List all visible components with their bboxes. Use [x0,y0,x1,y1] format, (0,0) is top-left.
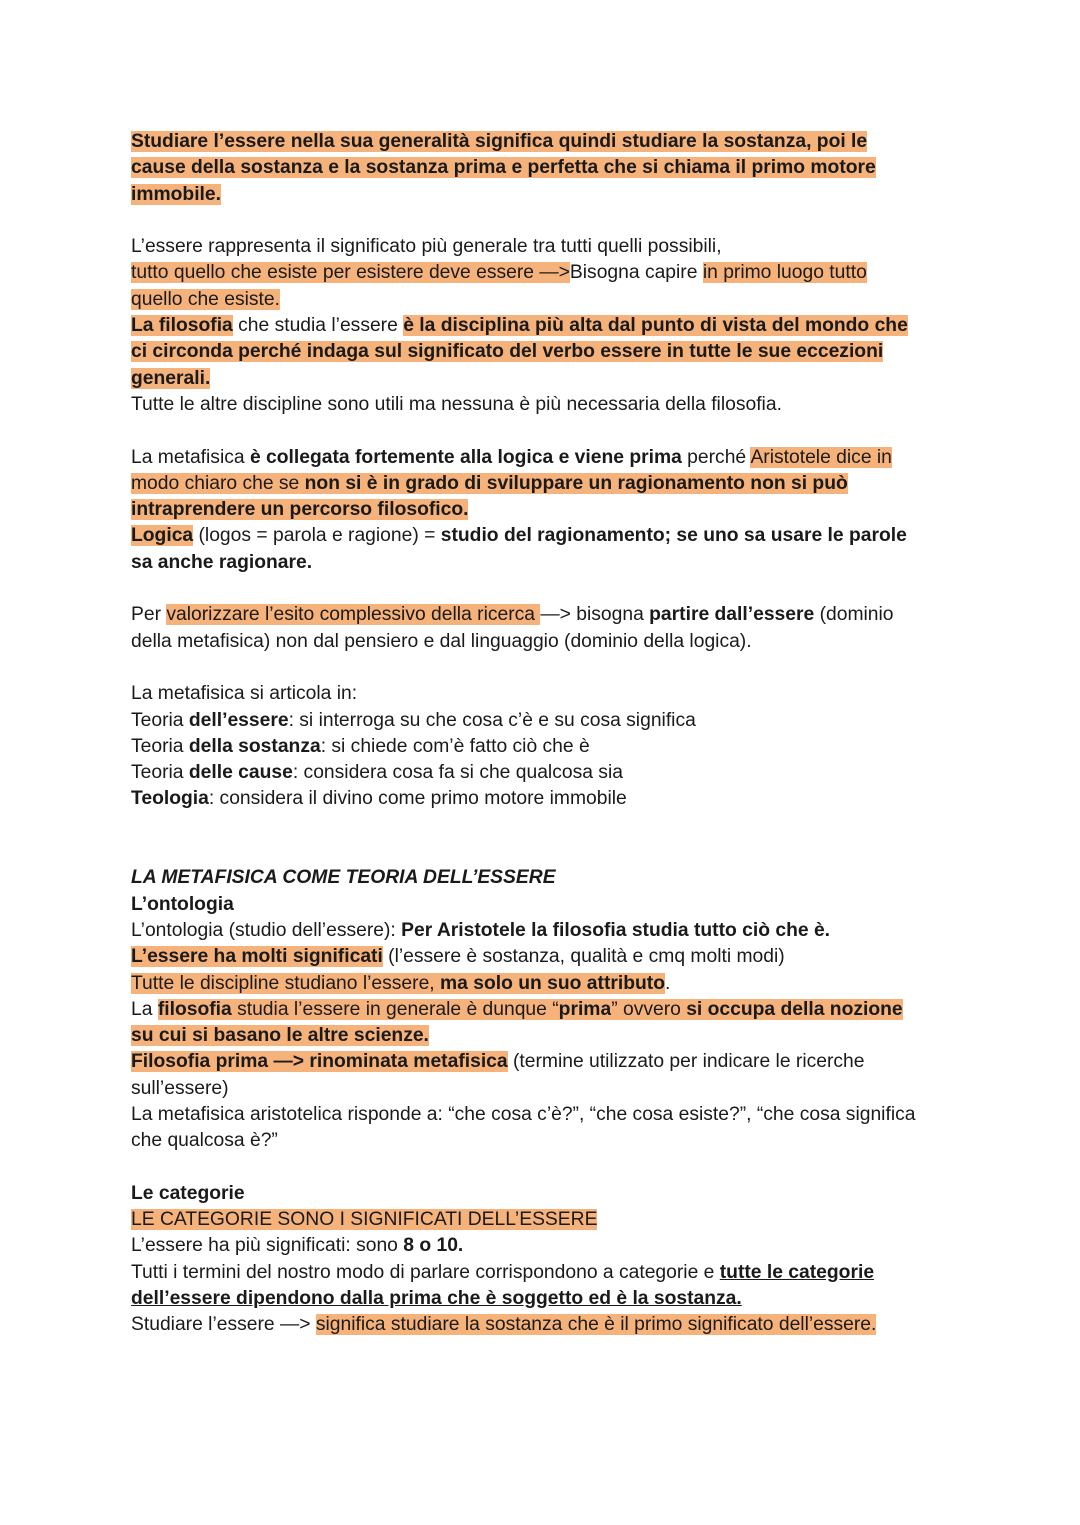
highlighted-text: tutto quello che esiste per esistere deve essere —> [131,262,570,284]
highlighted-bold-text: Studiare l’essere nella sua generalità significa quindi studiare la sostanza, poi le [131,131,868,152]
bold-text: partire dall’essere [649,604,815,626]
highlighted-bold-text: ci circonda perché indaga sul significato del verbo essere in tutte le sue eccezioni [131,341,884,363]
bold-text: dell’essere [188,709,289,731]
text-span: Studiare l’essere —> [131,1314,316,1336]
bold-text: sa anche ragionare. [131,551,313,573]
text-line: L’essere rappresenta il significato più generale tra tutti quelli possibili, [131,236,722,258]
text-span: —> bisogna [540,604,650,626]
essere-paragraph [131,234,951,418]
highlighted-text: quello che esiste. [131,288,280,310]
highlighted-text: valorizzare l’esito complessivo della ricerca [166,604,541,626]
highlighted-text: in primo luogo tutto [702,262,867,284]
highlighted-bold-text: immobile. [131,183,221,205]
highlighted-bold-text: L’essere ha molti significati [131,946,383,968]
bold-text: della sostanza [188,735,321,757]
highlighted-bold-text: è la disciplina più alta dal punto di vista del mondo che [403,315,908,337]
text-span: : considera il divino come primo motore immobile [208,788,627,810]
text-span: : considera cosa fa si che qualcosa sia [292,762,623,784]
text-line: La metafisica aristotelica risponde a: “che cosa c’è?”, “che cosa esiste?”, “che cosa significa [131,1103,916,1125]
text-span: che studia l’essere [232,315,404,337]
text-span: . [664,972,671,994]
text-span: Teoria [131,762,189,784]
document-body [131,129,951,1339]
categorie-section [131,1181,951,1339]
highlighted-text: modo chiaro che se [131,472,305,494]
ricerca-paragraph [131,602,951,655]
highlighted-text: significa studiare la sostanza che è il primo significato dell’essere. [315,1314,877,1336]
highlighted-bold-text: si occupa della nozione [686,998,903,1020]
highlighted-bold-text: Logica [131,525,194,547]
text-span: La [131,998,158,1020]
text-span: Tutti i termini del nostro modo di parlare corrispondono a categorie e [131,1261,720,1283]
articolazione-list [131,681,951,812]
text-span: La metafisica [131,446,250,468]
highlighted-text: LE CATEGORIE SONO I SIGNIFICATI DELL’ESSERE [131,1209,598,1231]
text-span: Teoria [131,709,189,731]
list-intro: La metafisica si articola in: [131,683,358,705]
highlighted-bold-text: generali. [131,367,211,389]
highlighted-bold-text: ma solo un suo attributo [440,972,665,994]
list-item [131,734,951,760]
text-span: (logos = parola e ragione) = [193,525,441,547]
bold-text: studio del ragionamento; se uno sa usare le parole [440,525,907,547]
text-line: che qualcosa è?” [131,1130,278,1152]
section-heading: LA METAFISICA COME TEORIA DELL’ESSERE [131,867,556,889]
text-span: Bisogna capire [569,262,703,284]
text-span: (l’essere è sostanza, qualità e cmq molti modi) [382,946,785,968]
section-subheading: Le categorie [131,1182,245,1204]
text-span: (dominio [814,604,894,626]
text-span: Per [131,604,167,626]
highlighted-bold-text: intraprendere un percorso filosofico. [131,499,469,521]
highlighted-bold-text: su cui si basano le altre scienze. [131,1025,429,1047]
text-span: (termine utilizzato per indicare le ricerche [507,1051,865,1073]
highlighted-bold-text: filosofia [157,998,232,1020]
highlighted-bold-text: Filosofia prima —> rinominata metafisica [131,1051,508,1073]
bold-text: delle cause [188,762,293,784]
bold-text: Teologia [131,788,209,810]
list-item [131,708,951,734]
text-span: Teoria [131,735,189,757]
bold-text: 8 o 10. [403,1235,464,1257]
highlighted-text: Aristotele dice in [750,446,892,468]
highlighted-bold-text: prima [558,998,612,1020]
highlighted-bold-text: non si è in grado di sviluppare un ragionamento non si può [304,472,848,494]
highlighted-text: Tutte le discipline studiano l’essere, [131,972,441,994]
text-line: della metafisica) non dal pensiero e dal linguaggio (dominio della logica). [131,630,752,652]
bold-text: Per Aristotele la filosofia studia tutto ciò che è. [401,919,831,941]
intro-paragraph [131,129,951,208]
text-span: : si chiede com’è fatto ciò che è [320,735,590,757]
highlighted-text: studia l’essere in generale è dunque “ [231,998,559,1020]
section-subheading: L’ontologia [131,893,234,915]
logica-paragraph [131,445,951,576]
list-item [131,786,951,812]
bold-text: è collegata fortemente alla logica e viene prima [249,446,682,468]
underlined-bold-text: dell’essere dipendono dalla prima che è soggetto ed è la sostanza. [131,1288,742,1310]
text-span: L’essere ha più significati: sono [131,1235,404,1257]
highlighted-bold-text: cause della sostanza e la sostanza prima e perfetta che si chiama il primo motore [131,157,876,179]
text-span: perché [681,446,751,468]
highlighted-bold-text: La filosofia [131,315,233,337]
text-line: sull’essere) [131,1077,229,1099]
text-span: L’ontologia (studio dell’essere): [131,919,402,941]
list-item [131,760,951,786]
text-line: Tutte le altre discipline sono utili ma nessuna è più necessaria della filosofia. [131,393,782,415]
ontologia-section [131,865,951,1154]
text-span: : si interroga su che cosa c’è e su cosa significa [288,709,696,731]
underlined-bold-text: tutte le categorie [719,1261,875,1283]
highlighted-text: ” ovvero [611,998,687,1020]
